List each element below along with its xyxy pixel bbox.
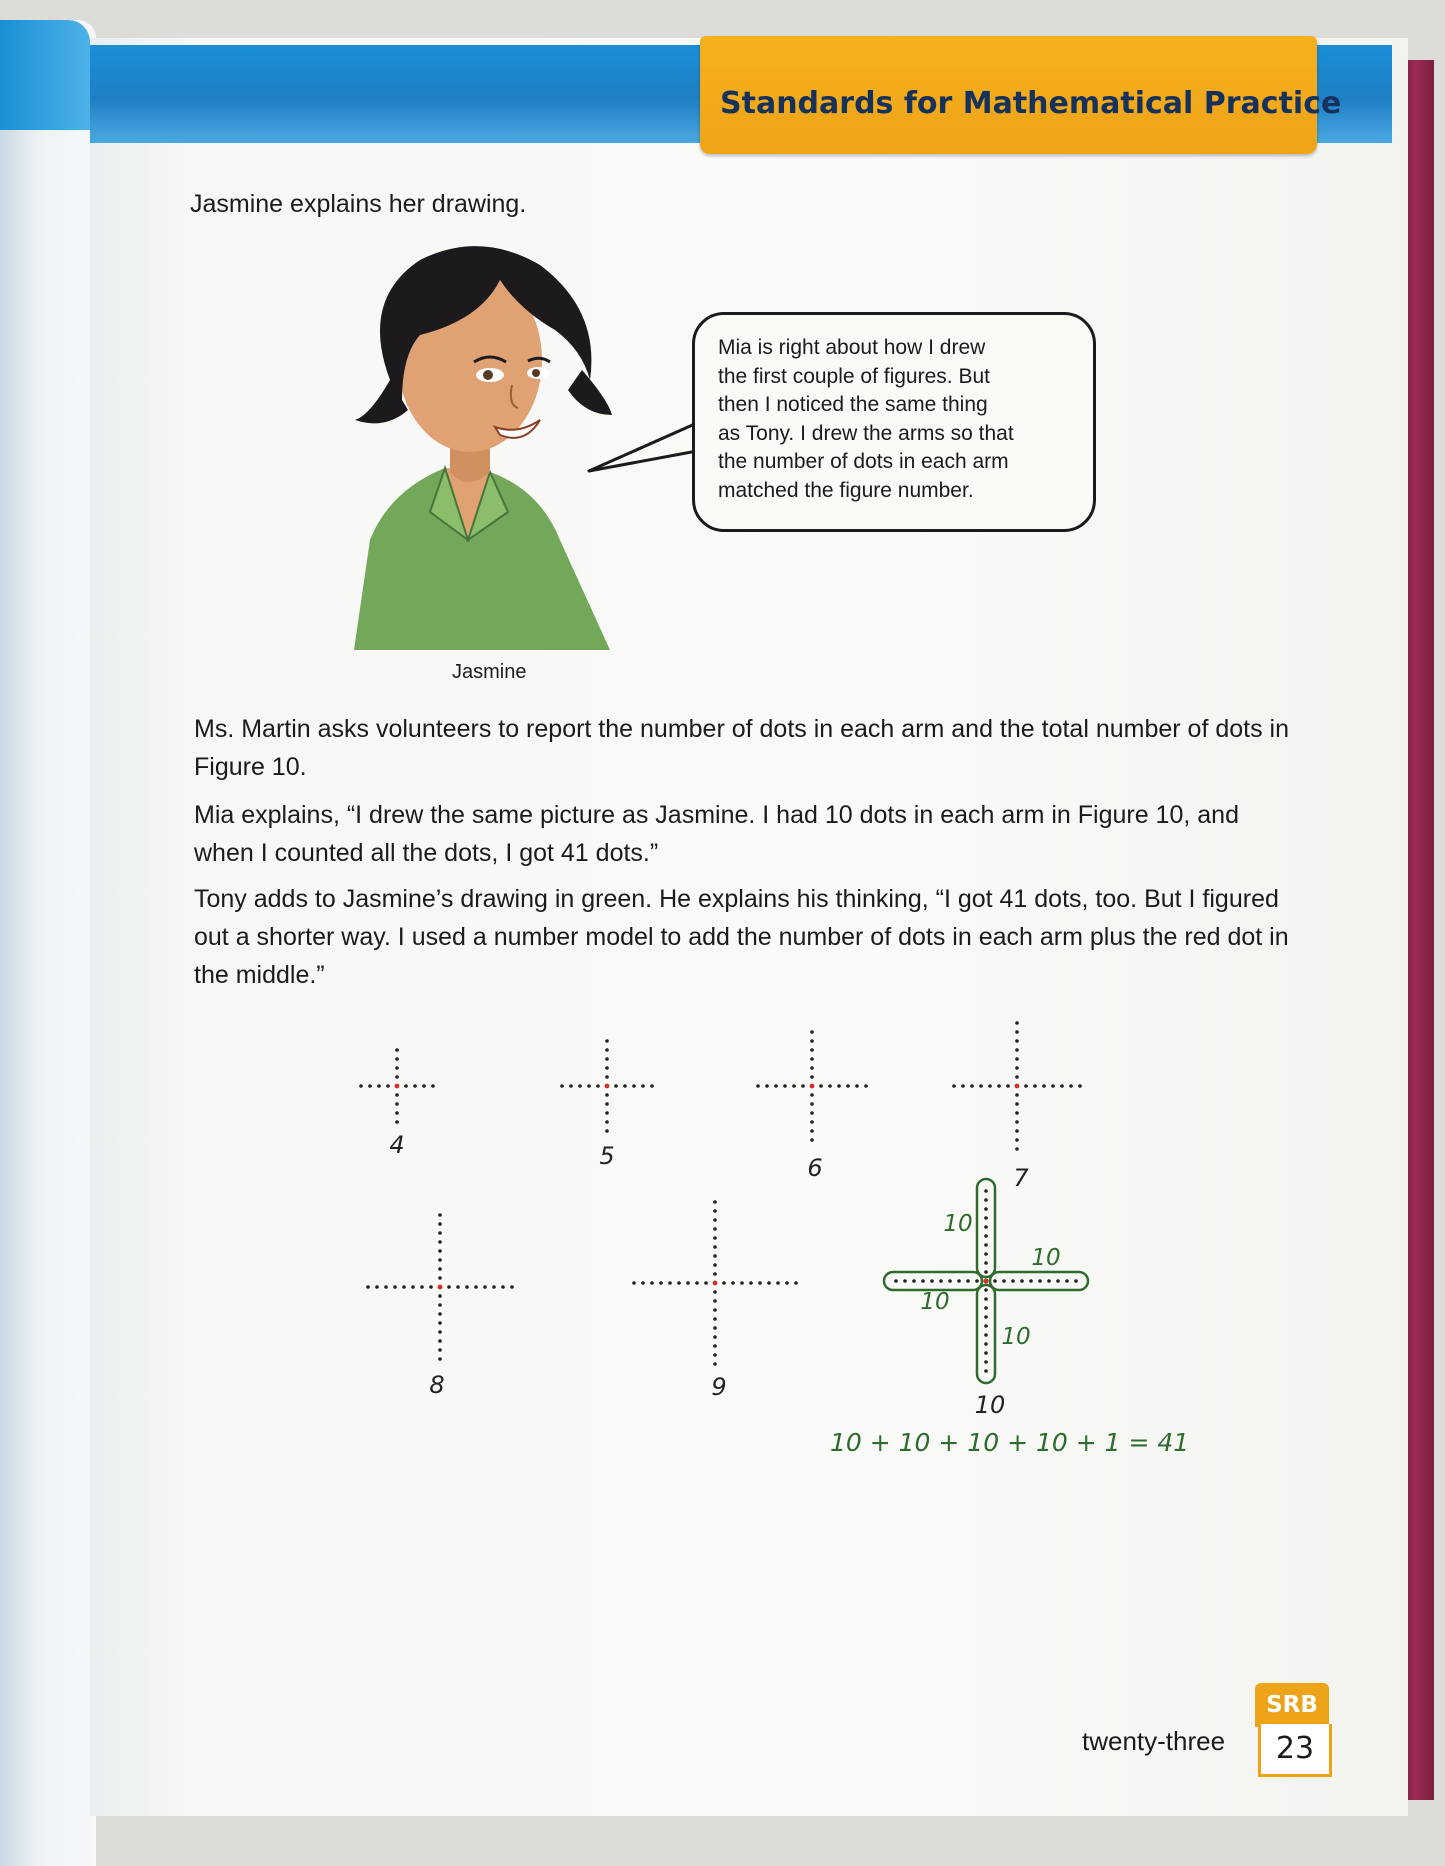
figure-dot <box>810 1075 814 1079</box>
srb-badge: SRB <box>1255 1683 1329 1727</box>
figure-dot <box>474 1285 478 1289</box>
figure-dot <box>605 1048 609 1052</box>
figure-dot <box>810 1138 814 1142</box>
figure-dot <box>431 1084 435 1088</box>
figure-dot <box>810 1030 814 1034</box>
figure-dot <box>984 1297 988 1301</box>
center-dot <box>438 1285 443 1290</box>
figure-dot <box>984 1360 988 1364</box>
figure-dot <box>713 1227 717 1231</box>
figure-dot <box>731 1281 735 1285</box>
figure-dot <box>966 1279 970 1283</box>
figure-dot <box>1038 1279 1042 1283</box>
figure-dot <box>438 1231 442 1235</box>
figure-dot <box>713 1272 717 1276</box>
figure-dot <box>395 1048 399 1052</box>
figure-dot <box>713 1209 717 1213</box>
figure-dot <box>368 1084 372 1088</box>
figure-dot <box>1029 1279 1033 1283</box>
figure-dot <box>377 1084 381 1088</box>
figure-dot <box>984 1189 988 1193</box>
figure-dot <box>1015 1039 1019 1043</box>
figure-dot <box>1015 1147 1019 1151</box>
figure-dot <box>366 1285 370 1289</box>
center-dot <box>1015 1084 1020 1089</box>
center-dot <box>605 1084 610 1089</box>
figure-dot <box>984 1315 988 1319</box>
figure-dot <box>483 1285 487 1289</box>
figure-dot <box>395 1111 399 1115</box>
figure-dot <box>984 1270 988 1274</box>
figure-dot <box>984 1225 988 1229</box>
figure-dot <box>722 1281 726 1285</box>
figure-dot <box>1051 1084 1055 1088</box>
figure-dot <box>395 1120 399 1124</box>
figure-dot <box>984 1324 988 1328</box>
figure-dot <box>605 1093 609 1097</box>
figure-dot <box>767 1281 771 1285</box>
bubble-line: matched the figure number. <box>718 478 974 502</box>
figure-dot <box>810 1102 814 1106</box>
figure-dot <box>569 1084 573 1088</box>
figure-dot <box>801 1084 805 1088</box>
figure-dot <box>903 1279 907 1283</box>
figure-dot <box>605 1039 609 1043</box>
figure-dot <box>713 1200 717 1204</box>
figure-dot <box>438 1249 442 1253</box>
figure-dot <box>492 1285 496 1289</box>
figure-dot <box>984 1333 988 1337</box>
figure-dot <box>587 1084 591 1088</box>
figure-dot <box>420 1285 424 1289</box>
figure-dot <box>447 1285 451 1289</box>
figure-dot <box>1015 1138 1019 1142</box>
figure-dot <box>605 1102 609 1106</box>
figure-dot <box>695 1281 699 1285</box>
figure-dot <box>810 1057 814 1061</box>
figure-dot <box>605 1066 609 1070</box>
figure-dot <box>984 1369 988 1373</box>
figure-dot <box>988 1084 992 1088</box>
figure-dot <box>792 1084 796 1088</box>
figure-dot <box>713 1326 717 1330</box>
figure-dot <box>984 1351 988 1355</box>
figure-dot <box>984 1216 988 1220</box>
figure-dot <box>605 1057 609 1061</box>
figure-dot <box>1015 1066 1019 1070</box>
bubble-line: Mia is right about how I drew <box>718 336 986 359</box>
figure-label: 8 <box>429 1371 445 1399</box>
figure-dot <box>404 1084 408 1088</box>
figure-dot <box>393 1285 397 1289</box>
figure-dot <box>641 1281 645 1285</box>
figure-dot <box>632 1281 636 1285</box>
bubble-line: the number of dots in each arm <box>718 450 1009 473</box>
figure-dot <box>957 1279 961 1283</box>
figure-dot <box>623 1084 627 1088</box>
figure-dot <box>605 1111 609 1115</box>
figure-dot <box>375 1285 379 1289</box>
figure-dot <box>614 1084 618 1088</box>
figure-dot <box>386 1084 390 1088</box>
figure-dot <box>1060 1084 1064 1088</box>
figure-dot <box>1002 1279 1006 1283</box>
figure-dot <box>1015 1030 1019 1034</box>
figure-dot <box>1069 1084 1073 1088</box>
figure-dot <box>912 1279 916 1283</box>
figure-dot <box>984 1234 988 1238</box>
arm-count-label: 10 <box>1031 1245 1061 1271</box>
figure-dot <box>395 1102 399 1106</box>
figure-dot <box>970 1084 974 1088</box>
figure-dot <box>438 1222 442 1226</box>
figure-dot <box>650 1281 654 1285</box>
figure-dot <box>411 1285 415 1289</box>
figure-dot <box>438 1303 442 1307</box>
figure-dot <box>785 1281 789 1285</box>
figure-dot <box>1015 1102 1019 1106</box>
figure-dot <box>765 1084 769 1088</box>
figure-dot <box>395 1066 399 1070</box>
figure-dot <box>1015 1093 1019 1097</box>
figure-dot <box>1042 1084 1046 1088</box>
figure-dot <box>429 1285 433 1289</box>
center-dot <box>395 1084 400 1089</box>
figure-dot <box>438 1357 442 1361</box>
figure-dot <box>438 1258 442 1262</box>
figure-dot <box>677 1281 681 1285</box>
figure-dot <box>1065 1279 1069 1283</box>
figure-dot <box>984 1243 988 1247</box>
figure-dot <box>605 1075 609 1079</box>
figure-dot <box>810 1120 814 1124</box>
figure-dot <box>1047 1279 1051 1283</box>
figure-dot <box>984 1261 988 1265</box>
figure-dot <box>438 1294 442 1298</box>
figure-dot <box>1015 1075 1019 1079</box>
figure-dot <box>605 1129 609 1133</box>
figure-dot <box>384 1285 388 1289</box>
figure-dot <box>1020 1279 1024 1283</box>
figure-dot <box>1015 1021 1019 1025</box>
figure-dot <box>984 1288 988 1292</box>
figure-label: 9 <box>711 1373 727 1401</box>
figure-label: 6 <box>807 1154 823 1182</box>
figure-dot <box>1078 1084 1082 1088</box>
figure-dot <box>632 1084 636 1088</box>
figure-dot <box>864 1084 868 1088</box>
figure-dot <box>975 1279 979 1283</box>
figure-dot <box>1015 1048 1019 1052</box>
figure-dot <box>456 1285 460 1289</box>
figure-dot <box>1006 1084 1010 1088</box>
figure-dot <box>438 1321 442 1325</box>
figure-dot <box>1015 1120 1019 1124</box>
page-number: 23 <box>1258 1724 1332 1777</box>
paragraph: Mia explains, “I drew the same picture as Jasmine. I had 10 dots in each arm in Figure 10, and when I counted all the dots, I got 41 dots.” <box>194 801 1239 867</box>
bubble-line: then I noticed the same thing <box>718 393 988 416</box>
figure-dot <box>713 1263 717 1267</box>
paragraph: Tony adds to Jasmine’s drawing in green. He explains his thinking, “I got 41 dots, too. But I figured out a shorter way. I used a number model to add the number of dots in each arm plus the red dot in the middle.” <box>194 885 1289 989</box>
center-dot <box>810 1084 815 1089</box>
figure-dot <box>810 1066 814 1070</box>
figure-dot <box>438 1312 442 1316</box>
figure-dot <box>783 1084 787 1088</box>
figure-dot <box>939 1279 943 1283</box>
figure-dot <box>1024 1084 1028 1088</box>
figure-dot <box>984 1207 988 1211</box>
figure-dot <box>713 1245 717 1249</box>
figure-dot <box>438 1339 442 1343</box>
figure-dot <box>413 1084 417 1088</box>
figure-dot <box>774 1084 778 1088</box>
figure-dot <box>810 1093 814 1097</box>
bubble-line: as Tony. I drew the arms so that <box>718 421 1014 445</box>
figure-dot <box>438 1276 442 1280</box>
figure-dot <box>713 1299 717 1303</box>
figure-dot <box>984 1198 988 1202</box>
figure-dot <box>395 1093 399 1097</box>
figure-dot <box>997 1084 1001 1088</box>
figure-dot <box>713 1317 717 1321</box>
intro-text: Jasmine explains her drawing. <box>190 190 527 218</box>
figure-dot <box>952 1084 956 1088</box>
figure-label: 10 <box>974 1391 1006 1419</box>
figure-dot <box>713 1236 717 1240</box>
figure-dot <box>402 1285 406 1289</box>
figure-dot <box>855 1084 859 1088</box>
figure-dot <box>438 1267 442 1271</box>
bubble-line: the first couple of figures. But <box>718 364 990 388</box>
figure-dot <box>749 1281 753 1285</box>
paragraph: Ms. Martin asks volunteers to report the number of dots in each arm and the total number of dots in Figure 10. <box>194 715 1289 781</box>
figure-label: 7 <box>1013 1164 1029 1192</box>
figure-dot <box>438 1240 442 1244</box>
section-title: Standards for Mathematical Practice <box>720 86 1342 121</box>
figure-dot <box>438 1213 442 1217</box>
figure-dot <box>713 1353 717 1357</box>
figure-dot <box>659 1281 663 1285</box>
figure-dot <box>1056 1279 1060 1283</box>
figure-dot <box>776 1281 780 1285</box>
figure-dot <box>704 1281 708 1285</box>
figure-dot <box>438 1348 442 1352</box>
figure-dot <box>560 1084 564 1088</box>
figure-dot <box>758 1281 762 1285</box>
figure-dot <box>395 1057 399 1061</box>
figure-dot <box>810 1111 814 1115</box>
arm-count-label: 10 <box>1001 1324 1031 1350</box>
figure-dot <box>1015 1057 1019 1061</box>
figure-dot <box>1074 1279 1078 1283</box>
figure-dot <box>578 1084 582 1088</box>
figure-dot <box>921 1279 925 1283</box>
center-dot <box>713 1281 718 1286</box>
figure-dot <box>465 1285 469 1289</box>
figure-dot <box>993 1279 997 1283</box>
figure-dot <box>984 1342 988 1346</box>
figure-dot <box>740 1281 744 1285</box>
figure-dot <box>641 1084 645 1088</box>
figure-dot <box>713 1254 717 1258</box>
figure-dot <box>713 1362 717 1366</box>
figure-dot <box>422 1084 426 1088</box>
figure-dot <box>984 1306 988 1310</box>
figure-dot <box>794 1281 798 1285</box>
figure-dot <box>713 1290 717 1294</box>
figure-dot <box>1033 1084 1037 1088</box>
figure-dot <box>846 1084 850 1088</box>
number-model: 10 + 10 + 10 + 10 + 1 = 41 <box>830 1428 1190 1457</box>
figure-dot <box>713 1344 717 1348</box>
figure-dot <box>810 1129 814 1133</box>
figure-dot <box>894 1279 898 1283</box>
character-caption: Jasmine <box>452 661 527 683</box>
figure-dot <box>1015 1129 1019 1133</box>
figure-dot <box>668 1281 672 1285</box>
figure-label: 4 <box>389 1131 405 1159</box>
arm-count-label: 10 <box>943 1211 973 1237</box>
figure-dot <box>1011 1279 1015 1283</box>
figure-dot <box>819 1084 823 1088</box>
figure-dot <box>713 1218 717 1222</box>
figure-dot <box>1015 1111 1019 1115</box>
figure-dot <box>837 1084 841 1088</box>
figure-dot <box>930 1279 934 1283</box>
figure-dot <box>501 1285 505 1289</box>
figure-dot <box>756 1084 760 1088</box>
figure-dot <box>395 1075 399 1079</box>
figure-dot <box>596 1084 600 1088</box>
figure-dot <box>713 1308 717 1312</box>
figure-dot <box>359 1084 363 1088</box>
figure-dot <box>510 1285 514 1289</box>
figure-dot <box>828 1084 832 1088</box>
figure-dot <box>948 1279 952 1283</box>
arm-count-label: 10 <box>920 1289 950 1315</box>
figure-dot <box>686 1281 690 1285</box>
figure-dot <box>979 1084 983 1088</box>
figure-dot <box>605 1120 609 1124</box>
figure-label: 5 <box>599 1142 615 1170</box>
figure-dot <box>438 1330 442 1334</box>
figure-dot <box>961 1084 965 1088</box>
figure-dot <box>984 1252 988 1256</box>
figure-dot <box>810 1048 814 1052</box>
center-dot <box>983 1278 988 1283</box>
figure-dot <box>650 1084 654 1088</box>
figure-dot <box>810 1039 814 1043</box>
figure-dot <box>713 1335 717 1339</box>
page-word: twenty-three <box>1082 1726 1226 1756</box>
